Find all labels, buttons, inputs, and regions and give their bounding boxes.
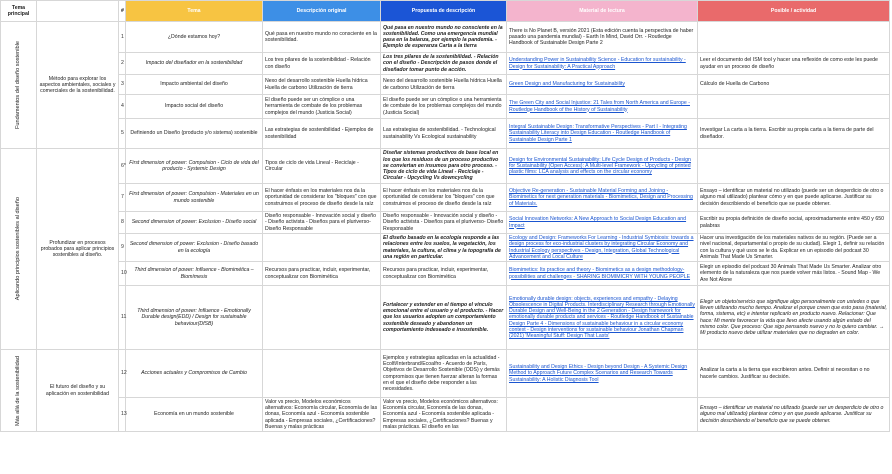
tema-cell[interactable]: First dimension of power: Compulsion - Materiales en un mundo sostenible xyxy=(126,184,263,212)
header-propuesta[interactable]: Propuesta de descripción xyxy=(381,1,507,22)
tema-cell[interactable]: Impacto ambiental del diseño xyxy=(126,75,263,95)
row-number: 8 xyxy=(119,212,126,234)
mat-cell[interactable]: Social Innovation Networks: A New Approach to Social Design Education and Impact xyxy=(507,212,698,234)
act-cell[interactable]: Investigar La carta a la tierra. Escribir su propia carta a la tierra de parte del diseñador. xyxy=(698,119,890,149)
table-row[interactable] xyxy=(1,184,890,212)
table-row[interactable] xyxy=(1,234,890,262)
header-descripcion[interactable]: Descripción original xyxy=(263,1,381,22)
table-row[interactable] xyxy=(1,22,890,53)
desc-cell[interactable] xyxy=(263,234,381,262)
prop-cell[interactable]: El diseño basado en la ecología responde a las relaciones entre los suelos, la vegetación, los materiales, la cultura, el clima y la topografía de una región en particular. xyxy=(381,234,507,262)
table-row[interactable] xyxy=(1,149,890,184)
tema-cell[interactable]: Second dimension of power: Exclusion - Diseño social xyxy=(126,212,263,234)
tema-cell[interactable]: First dimension of power: Compulsion - Ciclo de vida del producto - Systemic Design xyxy=(126,149,263,184)
header-material[interactable]: Material de lectura xyxy=(507,1,698,22)
act-cell[interactable] xyxy=(698,22,890,53)
prop-cell[interactable]: El diseño puede ser un cómplice o una herramienta de combate de los problemas complejos del mundo (Justicia Social) xyxy=(381,95,507,119)
table-row[interactable] xyxy=(1,95,890,119)
prop-cell[interactable]: El hacer énfasis en los materiales nos da la oportunidad de considerar los "bloques" con que construimos el proceso de diseño desde la raíz xyxy=(381,184,507,212)
mat-cell[interactable]: Integral Sustainable Design: Transformative Perspectives - Part I - Integrating Sustainability Literacy into Design Education - Routledge Handbook of Sustainable Design Parte 1 xyxy=(507,119,698,149)
tema-cell[interactable]: Impacto del diseñador en la sostenibilidad xyxy=(126,53,263,75)
prop-cell[interactable]: Recursos para practicar, incluir, experimentar, conceptualizar con Biomimética xyxy=(381,262,507,286)
tema-cell[interactable]: Impacto social del diseño xyxy=(126,95,263,119)
header-tema-principal: Tema principal xyxy=(1,1,37,22)
act-cell[interactable] xyxy=(698,95,890,119)
act-cell[interactable]: Elegir un objeto/servicio que signifique algo personalmente con ustedes o que lleven utilizando mucho tiempo. Analizar el porque creen que esto pasa (material, forma, sistema, etc) e intentar replicarlo en producto nuevo. Relacionar: Que hace: Mi mente favorecer la vida que llevo afecte usando algún estado del mismo color. Que proceso: Que sigo pensando nuevo y no lo quiero cambiar. → Mi producto nuevo debe utilizar materiales que no degraden en color. xyxy=(698,286,890,350)
prop-cell[interactable]: Ejemplos y estrategias aplicadas en la actualidad - Ecolfi/Interbrand/Ecoalfro - Acuerdo de París, Objetivos de Desarrollo Sostenible (ODS) y demás compromisos que tienen fuerzar alteran la formas en el que el diseño debe responder a las necesidades. xyxy=(381,350,507,398)
act-cell[interactable] xyxy=(698,149,890,184)
section-method-fundamentos: Método para explorar los aspectos ambientales, sociales y comerciales de la sostenibilidad. xyxy=(37,22,119,149)
tema-cell[interactable]: Acciones actuales y Compromisos de Cambio xyxy=(126,350,263,398)
table-row[interactable] xyxy=(1,119,890,149)
row-number: 9 xyxy=(119,234,126,262)
row-number: 7 xyxy=(119,184,126,212)
prop-cell[interactable]: Fortalecer y extender en el tiempo el vínculo emocional entre el usuario y el producto. - Hacer que los usuarios adopten un comportamiento sostenible deseado y abandonen un comportamiento indeseado e insostenible. xyxy=(381,286,507,350)
mat-cell[interactable]: Understanding Power in Sustainability Science - Education for sustainability - Design for Sustainability: A Practical Approach xyxy=(507,53,698,75)
mat-cell[interactable]: The Green City and Social Injustice: 21 Tales from North America and Europe - Routledge Handbook of the History of Sustainability xyxy=(507,95,698,119)
header-tema[interactable]: Tema xyxy=(126,1,263,22)
table-row[interactable] xyxy=(1,212,890,234)
tema-cell[interactable]: ¿Dónde estamos hoy? xyxy=(126,22,263,53)
row-number: 10 xyxy=(119,262,126,286)
tema-cell[interactable]: Third dimension of power: Influence - Emotionally Durable design(EDD) / Design for sustainable behaviour(DfSB) xyxy=(126,286,263,350)
act-cell[interactable]: Elegir un episodio del podcast 30 Animals That Made Us Smarter. Analizar otro elemento de la naturaleza que nos puede volver más listos. - Sound Map - We Are Not Alone xyxy=(698,262,890,286)
row-number: 6* xyxy=(119,149,126,184)
prop-cell[interactable]: Las estrategias de sostenibilidad. - Technological sustainability Vs Ecological sustainability xyxy=(381,119,507,149)
row-number: 13 xyxy=(119,398,126,432)
desc-cell[interactable]: Nexo del desarrollo sostenible Huella hídrica Huella de carbono Utilización de tierra xyxy=(263,75,381,95)
desc-cell[interactable]: Tipos de ciclo de vida Lineal - Reciclaje - Circular xyxy=(263,149,381,184)
prop-cell[interactable]: Qué pasa en nuestro mundo no consciente en la sostenibilidad. Como una emergencia mundial pasa en la balanza, por ejemplo la pandemia. - Ejemplo de esperanza Carta a la tierra xyxy=(381,22,507,53)
act-cell[interactable]: Cálculo de Huella de Carbono xyxy=(698,75,890,95)
desc-cell[interactable] xyxy=(263,350,381,398)
desc-cell[interactable]: Recursos para practicar, incluir, experimentar, conceptualizar con Biomimética xyxy=(263,262,381,286)
table-row[interactable] xyxy=(1,53,890,75)
row-number: 1 xyxy=(119,22,126,53)
desc-cell[interactable]: Valor vs precio, Modelos económicos alternativos: Economía circular, Economía de las donas, Economía azul - Economía sostenible aplicada - Empresas sociales, ¿Certificaciones? Buenas y malas prácticas xyxy=(263,398,381,432)
desc-cell[interactable]: Diseño responsable - Innovación social y diseño - Diseño activista - Diseños para el pluriverso- Diseño Responsable xyxy=(263,212,381,234)
act-cell[interactable]: Leer el documento del ISM tool y hacer una reflexión de como este les puede ayudar en un proceso de diseño xyxy=(698,53,890,75)
table-row[interactable] xyxy=(1,262,890,286)
row-number: 4 xyxy=(119,95,126,119)
table-row[interactable] xyxy=(1,286,890,350)
prop-cell[interactable]: Nexo del desarrollo sostenible Huella hídrica Huella de carbono Utilización de tierra xyxy=(381,75,507,95)
header-blank xyxy=(37,1,119,22)
tema-cell[interactable]: Third dimension of power: Influence - Biomimética – Biomímesis xyxy=(126,262,263,286)
row-number: 11 xyxy=(119,286,126,350)
table-row[interactable] xyxy=(1,398,890,432)
mat-cell[interactable]: Green Design and Manufacturing for Sustainability xyxy=(507,75,698,95)
mat-cell[interactable]: Emotionally durable design: objects, experiences and empathy - Delaying Obsolescence in Digital Products. Interdisciplinary Research through Emotionally Durable Design and Well-Being in the 2 Generation - Design framework for emotionally durable products and services - Routledge Handbook of Sustainable Design Parte 4 - Dimensions of sustainable behaviour in a circular economy context - Design interventions for sustainable behaviour Jonathan Chapman (2021) 'Meaningful Stuff: Design That Lasts' xyxy=(507,286,698,350)
desc-cell[interactable] xyxy=(263,286,381,350)
tema-cell[interactable]: Second dimension of power: Exclusion - Diseño basado en la ecología xyxy=(126,234,263,262)
header-row xyxy=(1,1,890,22)
prop-cell[interactable]: Diseñar sistemas productivos de base local en los que los residuos de un proceso productivo se conviertan en insumos para otro proceso. - Tipos de ciclo de vida Lineal - Reciclaje - Circular - Upcycling Vs downcycling xyxy=(381,149,507,184)
tema-cell[interactable]: Economía en un mundo sostenible xyxy=(126,398,263,432)
section-title-mas-alla: Más allá de la sostenibilidad xyxy=(1,350,37,432)
section-method-mas-alla: El futuro del diseño y su aplicación en sostenibilidad xyxy=(37,350,119,432)
act-cell[interactable]: Hacer una investigación de los materiales nativos de su región. (Puede ser a nivel nacional, departamental o propio de su ciudad). Elegir 1, definir su relación con la cultura y qué usos se le da. Explicar en un episodio del podcast 30 Animals That Made Us Smarter. xyxy=(698,234,890,262)
header-actividad[interactable]: Posible / actividad xyxy=(698,1,890,22)
desc-cell[interactable]: Qué pasa en nuestro mundo no consciente en la sostenibilidad. xyxy=(263,22,381,53)
mat-cell[interactable]: There is No Planet B, versión 2021 (Esta edición cuenta la perspectiva de haber pasado una pandemia mundial) - Earth In Mind, David Orr. - Routledge Handbook of Sustainable Design Parte 2 xyxy=(507,22,698,53)
row-number: 2 xyxy=(119,53,126,75)
desc-cell[interactable]: El hacer énfasis en los materiales nos da la oportunidad de considerar los "bloques" con que construimos el proceso de diseño desde la raíz xyxy=(263,184,381,212)
mat-cell[interactable]: Design for Environmental Sustainability: Life Cycle Design of Products - Design for Sustainability (Open Access): A Multi-level Framework - Upcycling of printed plastic films: LCA analysis and effects on the circular economy xyxy=(507,149,698,184)
tema-cell[interactable]: Definiendo un Diseño (producto y/o sistema) sostenible xyxy=(126,119,263,149)
row-number: 12 xyxy=(119,350,126,398)
act-cell[interactable]: Analizar la carta a la tierra que escribieron antes. Definir si necesitan o no hacerle cambios. Justificar su decisión. xyxy=(698,350,890,398)
header-num: # xyxy=(119,1,126,22)
section-title-fundamentos: Fundamentos del diseño sostenible xyxy=(1,22,37,149)
row-number: 5 xyxy=(119,119,126,149)
section-title-aplicando: Aplicando principios sostenibles al diseño xyxy=(1,149,37,350)
desc-cell[interactable]: Las estrategias de sostenibilidad - Ejemplos de sostenibilidad xyxy=(263,119,381,149)
desc-cell[interactable]: El diseño puede ser un cómplice o una herramienta de combate de los problemas complejos del mundo (Justicia Social) xyxy=(263,95,381,119)
mat-cell[interactable]: Objective Re-generation - Sustainable Material Forming and Joining - Biomimetics for next generation materials - Biomimetics, Design and Processing of Materials. xyxy=(507,184,698,212)
mat-cell[interactable]: Ecology and Design: Frameworks For Learning - Industrial Symbiosis: towards a design process for eco-industrial clusters by integrating Circular Economy and Industrial Ecology perspectives - Design, Integration, Global Technological Advancement and Local Culture xyxy=(507,234,698,262)
table-row[interactable] xyxy=(1,75,890,95)
act-cell[interactable]: Escribir su propia definición de diseño social, aproximadamente entre 450 y 650 palabras xyxy=(698,212,890,234)
mat-cell[interactable] xyxy=(507,398,698,432)
desc-cell[interactable]: Los tres pilares de la sostenibilidad - Relación con diseño xyxy=(263,53,381,75)
section-method-aplicando: Profundizar en procesos probados para aplicar principios sostenibles al diseño. xyxy=(37,149,119,350)
table-row[interactable] xyxy=(1,350,890,398)
prop-cell[interactable]: Diseño responsable - Innovación social y diseño - Diseño activista - Diseños para el pluriverso- Diseño Responsable xyxy=(381,212,507,234)
mat-cell[interactable]: Sustainability and Design Ethics - Design beyond Design - A Systemic Design Method to Approach Future Complex Scenarios and Research Towards Sustainability: A Holistic Diagnosis Tool xyxy=(507,350,698,398)
act-cell[interactable]: Ensayo – identificar un material no utilizado (puede ser un desperdicio de otro o alguno mal utilizado) plantear cómo y en que puede aplicarse. Justificar su decisión describiendo el beneficio que se puede obtener. xyxy=(698,398,890,432)
act-cell[interactable]: Ensayo – identificar un material no utilizado (puede ser un desperdicio de otro o alguno mal utilizado) plantear cómo y en que puede aplicarse. Justificar su decisión describiendo el beneficio que se puede obtener. xyxy=(698,184,890,212)
prop-cell[interactable]: Los tres pilares de la sostenibilidad. - Relación con el diseño - Descripción de pasos donde el diseñador tomar punto de acción. xyxy=(381,53,507,75)
prop-cell[interactable]: Valor vs precio, Modelos económicos alternativos: Economía circular, Economía de las donas, Economía azul - Economía sostenible aplicada - Empresas sociales, ¿Certificaciones? Buenas y malas prácticas. El diseño en las xyxy=(381,398,507,432)
row-number: 3 xyxy=(119,75,126,95)
mat-cell[interactable]: Biomimetics: Its practice and theory - Biomimetics as a design methodology-possibilities and challenges - SHARING BIOMIMICRY WITH YOUNG PEOPLE xyxy=(507,262,698,286)
